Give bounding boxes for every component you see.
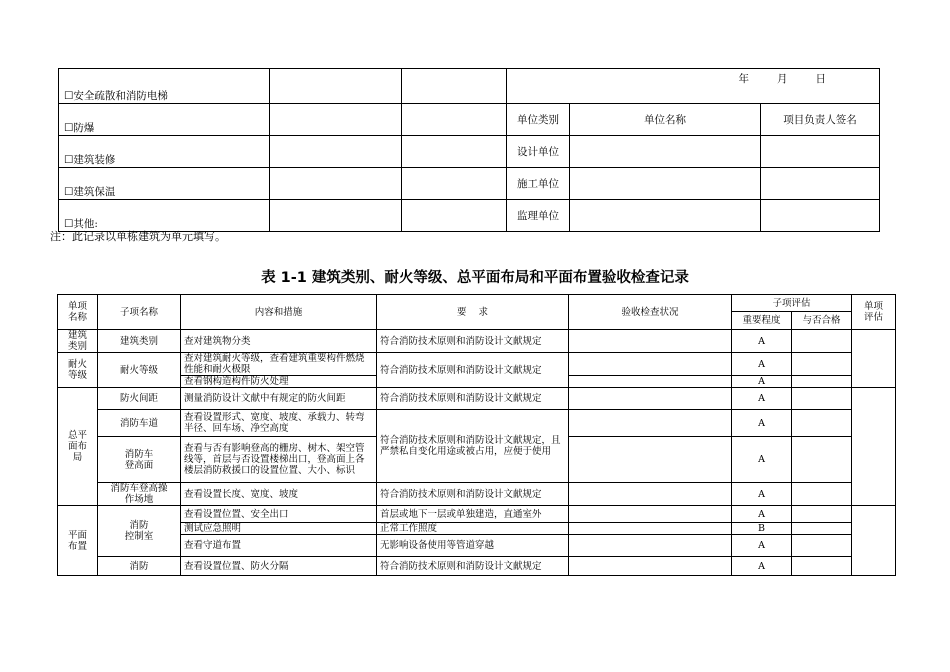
content-cell: 查看钢构造构件防火处理 bbox=[181, 376, 377, 388]
status-input-cell[interactable] bbox=[569, 506, 732, 523]
day-label: 日 bbox=[815, 73, 827, 85]
construction-unit-signature-cell[interactable] bbox=[761, 168, 880, 200]
importance-header: 重要程度 bbox=[732, 312, 792, 330]
sub-item-name-header: 子项名称 bbox=[98, 295, 181, 330]
blank-cell bbox=[402, 104, 507, 136]
design-unit-name-cell[interactable] bbox=[570, 136, 761, 168]
design-unit-label: 设计单位 bbox=[507, 136, 570, 168]
sub-fire-resistance: 耐火等级 bbox=[98, 353, 181, 388]
compliance-input-cell[interactable] bbox=[792, 410, 852, 437]
importance-cell: A bbox=[732, 535, 792, 557]
content-cell: 查看设置位置、安全出口 bbox=[181, 506, 377, 523]
content-cell: 测量消防设计文献中有规定的防火间距 bbox=[181, 388, 377, 410]
single-evaluation-cell[interactable] bbox=[852, 506, 896, 576]
requirement-cell: 符合消防技术原则和消防设计文献规定 bbox=[377, 557, 569, 576]
content-cell: 查看设置位置、防火分隔 bbox=[181, 557, 377, 576]
importance-cell: A bbox=[732, 483, 792, 506]
content-header: 内容和措施 bbox=[181, 295, 377, 330]
compliance-input-cell[interactable] bbox=[792, 330, 852, 353]
status-input-cell[interactable] bbox=[569, 353, 732, 376]
construction-unit-label: 施工单位 bbox=[507, 168, 570, 200]
requirement-cell: 符合消防技术原则和消防设计文献规定，且严禁私自变化用途或被占用，应便于使用 bbox=[377, 410, 569, 483]
unit-type-header: 单位类别 bbox=[507, 104, 570, 136]
sub-fire-spacing: 防火间距 bbox=[98, 388, 181, 410]
importance-cell: A bbox=[732, 410, 792, 437]
compliance-header: 与否合格 bbox=[792, 312, 852, 330]
status-input-cell[interactable] bbox=[569, 376, 732, 388]
compliance-input-cell[interactable] bbox=[792, 388, 852, 410]
sub-evaluation-header: 子项评估 bbox=[732, 295, 852, 312]
acceptance-summary-table bbox=[58, 68, 880, 232]
status-input-cell[interactable] bbox=[569, 437, 732, 483]
status-input-cell[interactable] bbox=[569, 523, 732, 535]
content-cell: 查看与否有影响登高的栅房、树木、架空管线等，首层与否设置楼梯出口，登高面上各楼层消防救援口的设置位置、大小、标识 bbox=[181, 437, 377, 483]
requirement-cell: 符合消防技术原则和消防设计文献规定 bbox=[377, 388, 569, 410]
signature-header: 项目负责人签名 bbox=[761, 104, 880, 136]
compliance-input-cell[interactable] bbox=[792, 506, 852, 523]
importance-cell: A bbox=[732, 506, 792, 523]
compliance-input-cell[interactable] bbox=[792, 557, 852, 576]
requirement-cell: 符合消防技术原则和消防设计文献规定 bbox=[377, 353, 569, 388]
group-fire-resistance: 耐火 等级 bbox=[58, 353, 98, 388]
status-input-cell[interactable] bbox=[569, 535, 732, 557]
supervision-unit-name-cell[interactable] bbox=[570, 200, 761, 232]
inspection-status-header: 验收检查状况 bbox=[569, 295, 732, 330]
construction-unit-name-cell[interactable] bbox=[570, 168, 761, 200]
importance-cell: B bbox=[732, 523, 792, 535]
compliance-input-cell[interactable] bbox=[792, 535, 852, 557]
sub-fire-lane: 消防车道 bbox=[98, 410, 181, 437]
month-label: 月 bbox=[777, 73, 788, 85]
requirement-header: 要 求 bbox=[377, 295, 569, 330]
group-building-category: 建筑 类别 bbox=[58, 330, 98, 353]
importance-cell: A bbox=[732, 376, 792, 388]
compliance-input-cell[interactable] bbox=[792, 376, 852, 388]
group-floor-layout: 平面 布置 bbox=[58, 506, 98, 576]
status-input-cell[interactable] bbox=[569, 330, 732, 353]
blank-cell bbox=[270, 136, 402, 168]
requirement-cell: 首层或地下一层或单独建造，直通室外 bbox=[377, 506, 569, 523]
checkbox-item-evacuation[interactable]: ☐安全疏散和消防电梯 bbox=[59, 69, 270, 104]
group-site-layout: 总平 面布 局 bbox=[58, 388, 98, 506]
unit-name-header: 单位名称 bbox=[570, 104, 761, 136]
note-text: 注：此记录以单栋建筑为单元填写。 bbox=[50, 230, 226, 243]
status-input-cell[interactable] bbox=[569, 410, 732, 437]
single-evaluation-cell[interactable] bbox=[852, 388, 896, 506]
single-item-name-header: 单项 名称 bbox=[58, 295, 98, 330]
single-evaluation-cell[interactable] bbox=[852, 330, 896, 388]
checkbox-item-decoration[interactable]: ☐建筑装修 bbox=[59, 136, 270, 168]
sub-fire-facility: 消防 bbox=[98, 557, 181, 576]
blank-cell bbox=[270, 200, 402, 232]
status-input-cell[interactable] bbox=[569, 557, 732, 576]
importance-cell: A bbox=[732, 353, 792, 376]
content-cell: 查对建筑物分类 bbox=[181, 330, 377, 353]
blank-cell bbox=[402, 168, 507, 200]
importance-cell: A bbox=[732, 330, 792, 353]
single-evaluation-header: 单项 评估 bbox=[852, 295, 896, 330]
sub-building-category: 建筑类别 bbox=[98, 330, 181, 353]
checkbox-item-insulation[interactable]: ☐建筑保温 bbox=[59, 168, 270, 200]
requirement-cell: 符合消防技术原则和消防设计文献规定 bbox=[377, 330, 569, 353]
status-input-cell[interactable] bbox=[569, 483, 732, 506]
blank-cell bbox=[402, 136, 507, 168]
blank-cell bbox=[270, 168, 402, 200]
importance-cell: A bbox=[732, 437, 792, 483]
inspection-record-table bbox=[57, 294, 896, 576]
checkbox-item-explosion[interactable]: ☐防爆 bbox=[59, 104, 270, 136]
compliance-input-cell[interactable] bbox=[792, 523, 852, 535]
sub-fire-control-room: 消防 控制室 bbox=[98, 506, 181, 557]
content-cell: 查看设置形式、宽度、坡度、承载力、转弯半径、回车场、净空高度 bbox=[181, 410, 377, 437]
compliance-input-cell[interactable] bbox=[792, 353, 852, 376]
requirement-cell: 正常工作照度 bbox=[377, 523, 569, 535]
checkbox-item-other[interactable]: ☐其他: bbox=[59, 200, 270, 232]
content-cell: 查对建筑耐火等级，查看建筑重要构件燃烧性能和耐火极限 bbox=[181, 353, 377, 376]
content-cell: 查看守道布置 bbox=[181, 535, 377, 557]
year-label: 年 bbox=[738, 73, 750, 85]
date-cell bbox=[507, 69, 880, 104]
requirement-cell: 符合消防技术原则和消防设计文献规定 bbox=[377, 483, 569, 506]
status-input-cell[interactable] bbox=[569, 388, 732, 410]
blank-cell bbox=[402, 69, 507, 104]
content-cell: 测试应急照明 bbox=[181, 523, 377, 535]
sub-climbing-site: 消防车登高操 作场地 bbox=[98, 483, 181, 506]
compliance-input-cell[interactable] bbox=[792, 437, 852, 483]
supervision-unit-label: 监理单位 bbox=[507, 200, 570, 232]
blank-cell bbox=[270, 104, 402, 136]
importance-cell: A bbox=[732, 557, 792, 576]
sub-climbing-face: 消防车 登高面 bbox=[98, 437, 181, 483]
design-unit-signature-cell[interactable] bbox=[761, 136, 880, 168]
importance-cell: A bbox=[732, 388, 792, 410]
supervision-unit-signature-cell[interactable] bbox=[761, 200, 880, 232]
blank-cell bbox=[270, 69, 402, 104]
content-cell: 查看设置长度、宽度、坡度 bbox=[181, 483, 377, 506]
requirement-cell: 无影响设备使用等管道穿越 bbox=[377, 535, 569, 557]
compliance-input-cell[interactable] bbox=[792, 483, 852, 506]
blank-cell bbox=[402, 200, 507, 232]
table-title: 表 1-1 建筑类别、耐火等级、总平面布局和平面布置验收检查记录 bbox=[261, 270, 689, 286]
